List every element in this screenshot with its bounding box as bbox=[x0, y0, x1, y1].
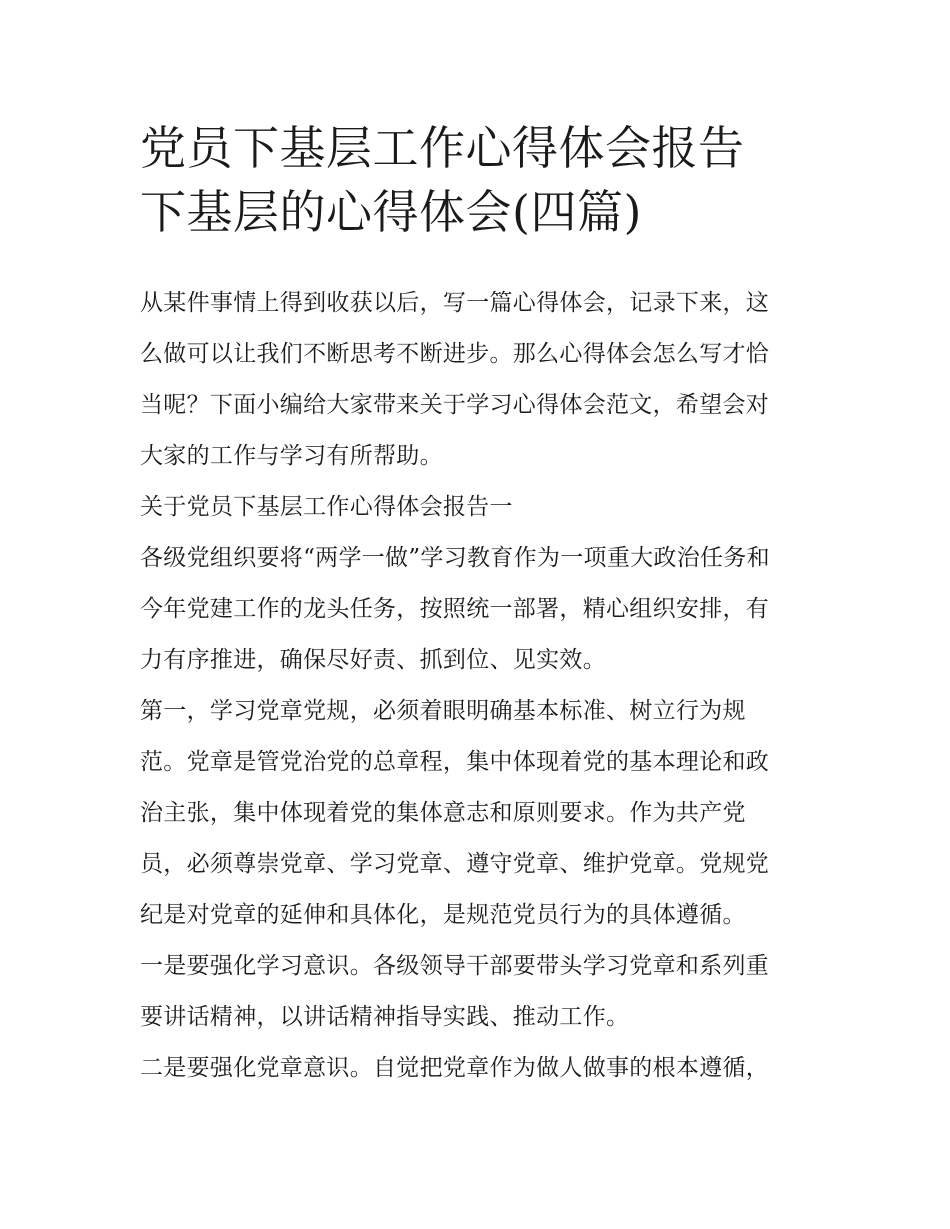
paragraph-3-line-2: 要讲话精神，以讲话精神指导实践、推动工作。 bbox=[140, 1004, 630, 1030]
paragraph-2-line-3: 治主张，集中体现着党的集体意志和原则要求。作为共产党 bbox=[140, 800, 746, 826]
paragraph-1-line-1: 各级党组织要将“两学一做”学习教育作为一项重大政治任务和 bbox=[140, 545, 770, 571]
paragraph-2-line-4: 员，必须尊崇党章、学习党章、遵守党章、维护党章。党规党 bbox=[140, 851, 770, 877]
paragraph-1-line-2: 今年党建工作的龙头任务，按照统一部署，精心组织安排，有 bbox=[140, 596, 770, 622]
title-line-2: 下基层的心得体会(四篇) bbox=[140, 185, 642, 239]
document-title bbox=[140, 116, 820, 244]
document-body bbox=[140, 278, 815, 1094]
paragraph-2-line-1: 第一，学习党章党规，必须着眼明确基本标准、树立行为规 bbox=[140, 698, 746, 724]
paragraph-3-line-1: 一是要强化学习意识。各级领导干部要带头学习党章和系列重 bbox=[140, 953, 770, 979]
paragraph-2-line-5: 纪是对党章的延伸和具体化，是规范党员行为的具体遵循。 bbox=[140, 902, 746, 928]
paragraph-4-line-1: 二是要强化党章意识。自觉把党章作为做人做事的根本遵循， bbox=[140, 1055, 770, 1081]
title-line-1: 党员下基层工作心得体会报告 bbox=[140, 121, 745, 175]
intro-line-4: 大家的工作与学习有所帮助。 bbox=[140, 443, 443, 469]
paragraph-2-line-2: 范。党章是管党治党的总章程，集中体现着党的基本理论和政 bbox=[140, 749, 770, 775]
intro-line-1: 从某件事情上得到收获以后，写一篇心得体会，记录下来，这 bbox=[140, 290, 770, 316]
section-heading: 关于党员下基层工作心得体会报告一 bbox=[140, 494, 513, 520]
intro-line-3: 当呢？下面小编给大家带来关于学习心得体会范文，希望会对 bbox=[140, 392, 770, 418]
intro-line-2: 么做可以让我们不断思考不断进步。那么心得体会怎么写才恰 bbox=[140, 341, 770, 367]
paragraph-1-line-3: 力有序推进，确保尽好责、抓到位、见实效。 bbox=[140, 647, 606, 673]
